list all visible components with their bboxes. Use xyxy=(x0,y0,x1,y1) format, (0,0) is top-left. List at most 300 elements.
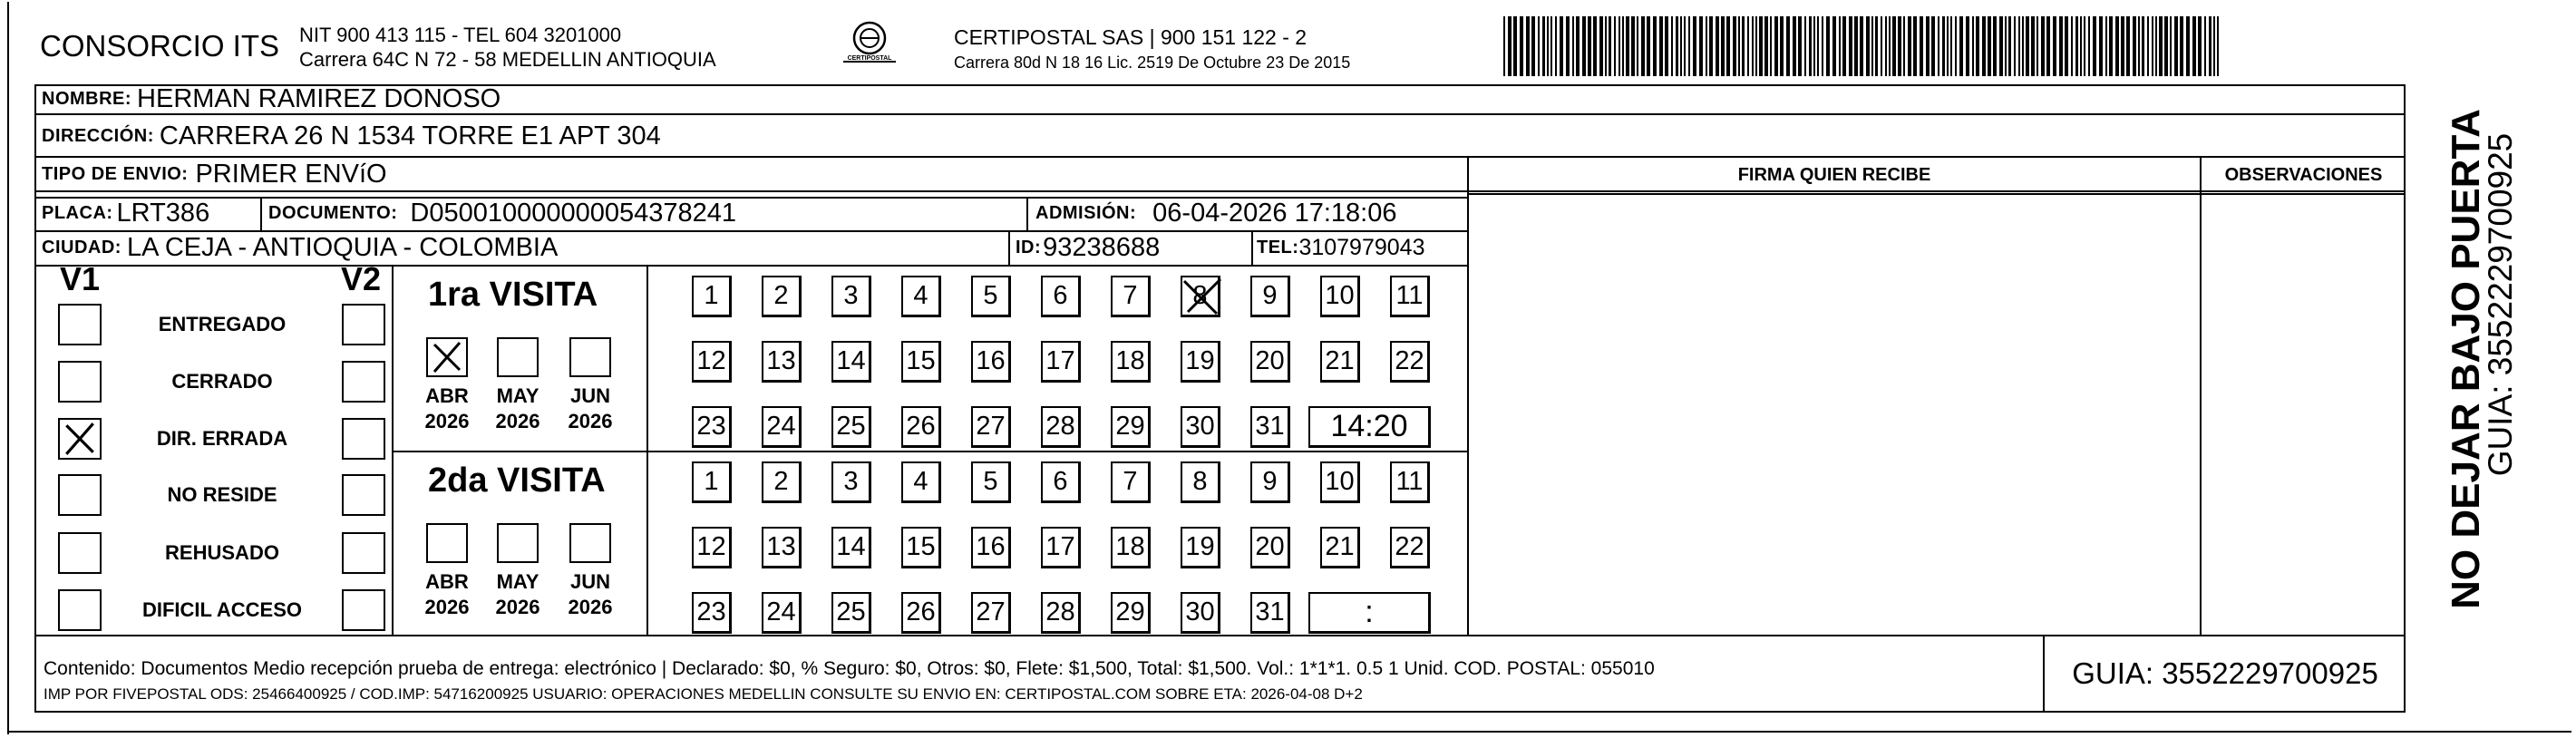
day-number: 7 xyxy=(1123,281,1138,310)
day-9-box[interactable] xyxy=(1250,461,1290,503)
day-18-box[interactable] xyxy=(1111,341,1151,383)
barcode-bar xyxy=(1764,16,1768,76)
barcode-bar xyxy=(1972,16,1974,76)
barcode-bar xyxy=(1875,16,1878,76)
barcode-bar xyxy=(1631,16,1635,76)
visit-1-month-checkbox[interactable] xyxy=(497,337,539,377)
day-7-box[interactable] xyxy=(1111,461,1151,503)
day-number: 23 xyxy=(696,412,726,441)
barcode-bar xyxy=(2005,16,2007,76)
barcode-bar xyxy=(1555,16,1557,76)
barcode-bar xyxy=(2170,16,2172,76)
firma-header: FIRMA QUIEN RECIBE xyxy=(1737,165,1931,185)
v2-header: V2 xyxy=(341,260,382,297)
barcode-bar xyxy=(2121,16,2124,76)
barcode-bar xyxy=(1849,16,1852,76)
barcode-bar xyxy=(1508,16,1512,76)
barcode-bar xyxy=(1938,16,1939,76)
barcode-bar xyxy=(1993,16,1997,76)
footer-content: Contenido: Documentos Medio recepción prueba de entrega: electrónico | Declarado: $0, % Seguro: $0, Otros: $0, Flete: $1,500, Total: $1,500. Vol.: 1*1*1. 0.5 1 Unid. COD. POSTAL: 055010 xyxy=(44,658,1655,679)
barcode-bar xyxy=(1988,16,1991,76)
status-label: ENTREGADO xyxy=(158,313,287,335)
barcode-bar xyxy=(1854,16,1858,76)
barcode-bar xyxy=(1550,16,1552,76)
day-number: 1 xyxy=(704,467,719,496)
barcode-bar xyxy=(2105,16,2107,76)
barcode-bar xyxy=(2075,16,2078,76)
day-1-box[interactable] xyxy=(692,461,732,503)
status-v2-checkbox[interactable] xyxy=(342,304,385,345)
barcode-bar xyxy=(1860,16,1863,76)
barcode-bar xyxy=(2014,16,2016,76)
day-number: 22 xyxy=(1395,532,1424,561)
barcode-bar xyxy=(1560,16,1563,76)
barcode-bar xyxy=(1947,16,1949,76)
day-20-box[interactable] xyxy=(1250,527,1290,568)
bottom-edge-line xyxy=(7,731,2571,733)
year-label: 2026 xyxy=(568,410,613,432)
day-9-box[interactable] xyxy=(1250,276,1290,317)
day-number: 27 xyxy=(976,597,1006,626)
barcode-bar xyxy=(1641,16,1645,76)
day-25-box[interactable] xyxy=(831,592,871,634)
ciudad-value: LA CEJA - ANTIOQUIA - COLOMBIA xyxy=(126,232,559,262)
month-label: ABR xyxy=(425,570,469,593)
year-label: 2026 xyxy=(495,410,540,432)
day-number: 21 xyxy=(1325,346,1355,375)
visit-2-month-checkbox[interactable] xyxy=(569,523,611,563)
barcode-bar xyxy=(2204,16,2206,76)
barcode-bar xyxy=(1926,16,1930,76)
status-v1-checkbox[interactable] xyxy=(58,589,102,631)
barcode-bar xyxy=(2159,16,2163,76)
day-cross-mark xyxy=(1181,276,1222,317)
day-number: 28 xyxy=(1045,597,1075,626)
barcode-bar xyxy=(2036,16,2038,76)
company-nit: NIT 900 413 115 - TEL 604 3201000 xyxy=(299,24,622,46)
year-label: 2026 xyxy=(424,410,470,432)
barcode-bar xyxy=(1665,16,1668,76)
barcode-bar xyxy=(1721,16,1725,76)
barcode-bar xyxy=(2046,16,2050,76)
direccion-value: CARRERA 26 N 1534 TORRE E1 APT 304 xyxy=(159,121,661,151)
day-number: 6 xyxy=(1053,281,1068,310)
barcode-bar xyxy=(1542,16,1545,76)
visit-2-month-checkbox[interactable] xyxy=(497,523,539,563)
day-23-box[interactable] xyxy=(692,406,732,448)
barcode-bar xyxy=(1793,16,1796,76)
year-label: 2026 xyxy=(424,596,470,618)
tel-label: TEL: xyxy=(1257,237,1299,257)
day-18-box[interactable] xyxy=(1111,527,1151,568)
day-number: 4 xyxy=(913,467,928,496)
day-8-box[interactable] xyxy=(1181,276,1220,317)
day-15-box[interactable] xyxy=(901,527,941,568)
documento-value: D050010000000054378241 xyxy=(410,199,737,228)
placa-value: LRT386 xyxy=(116,199,210,228)
barcode-bar xyxy=(1680,16,1682,76)
barcode-bar xyxy=(1593,16,1597,76)
day-28-box[interactable] xyxy=(1041,592,1081,634)
barcode-bar xyxy=(1999,16,2003,76)
tel-cell xyxy=(1257,230,1424,265)
barcode-bar xyxy=(1780,16,1784,76)
barcode-bar xyxy=(1839,16,1841,76)
barcode-bar xyxy=(1513,16,1517,76)
day-number: 29 xyxy=(1115,597,1145,626)
day-number: 8 xyxy=(1192,467,1208,496)
barcode-bar xyxy=(1774,16,1778,76)
barcode-bar xyxy=(1822,16,1823,76)
barcode-bar xyxy=(1786,16,1790,76)
day-30-box[interactable] xyxy=(1181,406,1220,448)
side-warning: NO DEJAR BAJO PUERTA xyxy=(2444,109,2488,609)
status-v1-checkbox[interactable] xyxy=(58,361,102,403)
day-10-box[interactable] xyxy=(1320,276,1360,317)
barcode-bar xyxy=(1659,16,1663,76)
day-16-box[interactable] xyxy=(971,341,1011,383)
day-31-box[interactable] xyxy=(1250,406,1290,448)
nombre-row xyxy=(42,84,501,113)
barcode-bar xyxy=(1733,16,1736,76)
barcode-bar xyxy=(1693,16,1696,76)
barcode-bar xyxy=(1742,16,1745,76)
barcode-bar xyxy=(2041,16,2045,76)
barcode-bar xyxy=(2022,16,2024,76)
visit-1-month-checkbox[interactable] xyxy=(426,337,468,377)
day-5-box[interactable] xyxy=(971,461,1011,503)
day-22-box[interactable] xyxy=(1390,341,1430,383)
day-4-box[interactable] xyxy=(901,276,941,317)
day-27-box[interactable] xyxy=(971,406,1011,448)
visit-2-time-box[interactable]: : xyxy=(1308,592,1431,634)
day-number: 23 xyxy=(696,597,726,626)
day-10-box[interactable] xyxy=(1320,461,1360,503)
day-4-box[interactable] xyxy=(901,461,941,503)
day-number: 9 xyxy=(1262,281,1278,310)
ciudad-label: CIUDAD: xyxy=(42,237,122,257)
day-number: 12 xyxy=(696,346,726,375)
barcode-bar xyxy=(1889,16,1891,76)
barcode-bar xyxy=(1903,16,1905,76)
day-29-box[interactable] xyxy=(1111,406,1151,448)
barcode-bar xyxy=(2008,16,2011,76)
day-11-box[interactable] xyxy=(1390,276,1430,317)
day-number: 15 xyxy=(906,532,936,561)
barcode-bar xyxy=(1881,16,1882,76)
signature-col-line xyxy=(1467,156,1469,635)
day-2-box[interactable] xyxy=(762,276,802,317)
barcode-bar xyxy=(1959,16,1963,76)
day-number: 3 xyxy=(843,281,859,310)
day-3-box[interactable] xyxy=(831,276,871,317)
barcode-bar xyxy=(1676,16,1678,76)
company-address: Carrera 64C N 72 - 58 MEDELLIN ANTIOQUIA xyxy=(299,48,716,71)
tel-divider xyxy=(1251,230,1253,265)
day-22-box[interactable] xyxy=(1390,527,1430,568)
barcode-bar xyxy=(1706,16,1707,76)
status-v2-checkbox[interactable] xyxy=(342,474,385,516)
status-v2-checkbox[interactable] xyxy=(342,418,385,460)
day-11-box[interactable] xyxy=(1390,461,1430,503)
barcode-bar xyxy=(1614,16,1616,76)
tipo-value: PRIMER ENVíO xyxy=(195,159,387,189)
status-v2-checkbox[interactable] xyxy=(342,361,385,403)
status-v1-checkbox[interactable] xyxy=(58,418,102,460)
barcode-bar xyxy=(1605,16,1607,76)
day-number: 9 xyxy=(1262,467,1278,496)
month-label: MAY xyxy=(496,384,540,407)
day-27-box[interactable] xyxy=(971,592,1011,634)
day-16-box[interactable] xyxy=(971,527,1011,568)
day-number: 6 xyxy=(1053,467,1068,496)
day-number: 16 xyxy=(976,346,1006,375)
day-21-box[interactable] xyxy=(1320,341,1360,383)
observaciones-header: OBSERVACIONES xyxy=(2224,165,2383,185)
v1-header: V1 xyxy=(60,260,101,297)
day-number: 27 xyxy=(976,412,1006,441)
day-number: 21 xyxy=(1325,532,1355,561)
day-number: 10 xyxy=(1325,281,1355,310)
day-13-box[interactable] xyxy=(762,527,802,568)
status-v1-checkbox[interactable] xyxy=(58,304,102,345)
day-1-box[interactable] xyxy=(692,276,732,317)
barcode-bar xyxy=(1622,16,1624,76)
id-label: ID: xyxy=(1016,237,1042,257)
barcode-bar xyxy=(1955,16,1957,76)
placa-cell xyxy=(42,197,209,230)
visit-1-time-box[interactable]: 14:20 xyxy=(1308,406,1431,448)
day-number: 26 xyxy=(906,597,936,626)
day-24-box[interactable] xyxy=(762,406,802,448)
barcode-bar xyxy=(2099,16,2103,76)
barcode-icon xyxy=(1503,16,2229,76)
day-17-box[interactable] xyxy=(1041,527,1081,568)
day-14-box[interactable] xyxy=(831,527,871,568)
status-v1-checkbox[interactable] xyxy=(58,474,102,516)
day-number: 30 xyxy=(1185,412,1215,441)
barcode-bar xyxy=(1619,16,1620,76)
day-number: 4 xyxy=(913,281,928,310)
day-19-box[interactable] xyxy=(1181,527,1220,568)
barcode-bar xyxy=(2174,16,2178,76)
barcode-bar xyxy=(2217,16,2219,76)
status-label: REHUSADO xyxy=(165,541,279,564)
barcode-bar xyxy=(2080,16,2082,76)
day-15-box[interactable] xyxy=(901,341,941,383)
day-3-box[interactable] xyxy=(831,461,871,503)
visits-divider xyxy=(646,265,648,635)
footer-imp: IMP POR FIVEPOSTAL ODS: 25466400925 / COD.IMP: 54716200925 USUARIO: OPERACIONES MEDELLIN CONSULTE SU ENVIO EN: CERTIPOSTAL.COM SOBRE ETA: 2026-04-08 D+2 xyxy=(44,685,1363,703)
barcode-bar xyxy=(1688,16,1690,76)
day-31-box[interactable] xyxy=(1250,592,1290,634)
barcode-bar xyxy=(1817,16,1819,76)
carrier-address: Carrera 80d N 18 16 Lic. 2519 De Octubre 23 De 2015 xyxy=(954,53,1351,72)
day-13-box[interactable] xyxy=(762,341,802,383)
day-19-box[interactable] xyxy=(1181,341,1220,383)
status-v1-checkbox[interactable] xyxy=(58,532,102,574)
barcode-bar xyxy=(1842,16,1846,76)
day-12-box[interactable] xyxy=(692,527,732,568)
nombre-value: HERMAN RAMIREZ DONOSO xyxy=(137,83,501,113)
day-12-box[interactable] xyxy=(692,341,732,383)
barcode-bar xyxy=(1885,16,1887,76)
barcode-bar xyxy=(1709,16,1713,76)
observations-col-line xyxy=(2200,156,2202,635)
barcode-bar xyxy=(1747,16,1749,76)
barcode-bar xyxy=(1599,16,1603,76)
barcode-bar xyxy=(1531,16,1535,76)
barcode-bar xyxy=(1653,16,1657,76)
tipo-label: TIPO DE ENVIO: xyxy=(42,163,189,184)
status-v2-checkbox[interactable] xyxy=(342,589,385,631)
barcode-bar xyxy=(1976,16,1979,76)
barcode-bar xyxy=(2084,16,2085,76)
barcode-bar xyxy=(2133,16,2136,76)
status-label: DIFICIL ACCESO xyxy=(141,598,302,621)
day-number: 24 xyxy=(766,597,796,626)
barcode-bar xyxy=(2065,16,2068,76)
barcode-bar xyxy=(2180,16,2183,76)
day-number: 17 xyxy=(1045,346,1075,375)
barcode-bar xyxy=(2031,16,2035,76)
status-v2-checkbox[interactable] xyxy=(342,532,385,574)
barcode-bar xyxy=(1920,16,1923,76)
year-label: 2026 xyxy=(568,596,613,618)
barcode-bar xyxy=(2155,16,2157,76)
day-number: 10 xyxy=(1325,467,1355,496)
day-30-box[interactable] xyxy=(1181,592,1220,634)
barcode-bar xyxy=(1588,16,1591,76)
day-number: 20 xyxy=(1255,346,1285,375)
barcode-bar xyxy=(1950,16,1952,76)
day-number: 29 xyxy=(1115,412,1145,441)
day-28-box[interactable] xyxy=(1041,406,1081,448)
status-label: CERRADO xyxy=(171,370,273,393)
barcode-bar xyxy=(1572,16,1574,76)
day-number: 11 xyxy=(1395,281,1424,310)
status-divider xyxy=(392,265,394,635)
visits-split-line xyxy=(392,451,1467,452)
day-number: 5 xyxy=(983,281,998,310)
visit-1-month-checkbox[interactable] xyxy=(569,337,611,377)
day-23-box[interactable] xyxy=(692,592,732,634)
barcode-bar xyxy=(1871,16,1873,76)
day-7-box[interactable] xyxy=(1111,276,1151,317)
day-number: 22 xyxy=(1395,346,1424,375)
barcode-bar xyxy=(1931,16,1935,76)
day-number: 28 xyxy=(1045,412,1075,441)
day-21-box[interactable] xyxy=(1320,527,1360,568)
day-number: 26 xyxy=(906,412,936,441)
barcode-bar xyxy=(1726,16,1730,76)
day-6-box[interactable] xyxy=(1041,276,1081,317)
visit-title: 1ra VISITA xyxy=(428,276,598,314)
barcode-bar xyxy=(1609,16,1611,76)
barcode-bar xyxy=(2109,16,2113,76)
admision-label: ADMISIÓN: xyxy=(1035,203,1137,223)
placa-divider xyxy=(260,197,262,230)
company-name: CONSORCIO ITS xyxy=(40,29,280,63)
nombre-label: NOMBRE: xyxy=(42,88,132,109)
side-guia: GUIA: 3552229700925 xyxy=(2482,132,2519,477)
barcode-bar xyxy=(2198,16,2202,76)
day-number: 24 xyxy=(766,412,796,441)
day-number: 18 xyxy=(1115,532,1145,561)
day-number: 12 xyxy=(696,532,726,561)
day-29-box[interactable] xyxy=(1111,592,1151,634)
day-24-box[interactable] xyxy=(762,592,802,634)
barcode-bar xyxy=(1982,16,1986,76)
day-6-box[interactable] xyxy=(1041,461,1081,503)
visit-title: 2da VISITA xyxy=(428,461,606,500)
barcode-bar xyxy=(1809,16,1812,76)
barcode-bar xyxy=(1503,16,1505,76)
barcode-bar xyxy=(2164,16,2168,76)
barcode-bar xyxy=(1759,16,1763,76)
barcode-bar xyxy=(2138,16,2140,76)
day-number: 1 xyxy=(704,281,719,310)
day-26-box[interactable] xyxy=(901,592,941,634)
year-label: 2026 xyxy=(495,596,540,618)
barcode-bar xyxy=(1520,16,1523,76)
barcode-bar xyxy=(2115,16,2119,76)
day-20-box[interactable] xyxy=(1250,341,1290,383)
barcode-bar xyxy=(1826,16,1830,76)
barcode-bar xyxy=(1892,16,1896,76)
month-label: ABR xyxy=(425,384,469,407)
barcode-bar xyxy=(1942,16,1945,76)
barcode-bar xyxy=(2071,16,2073,76)
barcode-bar xyxy=(2147,16,2149,76)
row-line-6 xyxy=(34,265,1469,267)
month-label: JUN xyxy=(569,384,610,407)
certipostal-logo xyxy=(836,20,903,71)
ciudad-cell xyxy=(42,230,558,265)
day-2-box[interactable] xyxy=(762,461,802,503)
month-label: MAY xyxy=(496,570,540,593)
barcode-bar xyxy=(2126,16,2130,76)
barcode-bar xyxy=(2018,16,2020,76)
visit-2-month-checkbox[interactable] xyxy=(426,523,468,563)
signature-header-line xyxy=(1467,193,2406,195)
barcode-bar xyxy=(1898,16,1901,76)
day-number: 13 xyxy=(766,346,796,375)
barcode-bar xyxy=(1538,16,1540,76)
documento-label: DOCUMENTO: xyxy=(268,203,398,223)
day-14-box[interactable] xyxy=(831,341,871,383)
left-edge-line xyxy=(7,2,9,734)
day-17-box[interactable] xyxy=(1041,341,1081,383)
month-label: JUN xyxy=(569,570,610,593)
tel-value: 3107979043 xyxy=(1298,234,1425,260)
barcode-bar xyxy=(2053,16,2056,76)
day-26-box[interactable] xyxy=(901,406,941,448)
day-5-box[interactable] xyxy=(971,276,1011,317)
barcode-bar xyxy=(1866,16,1870,76)
day-25-box[interactable] xyxy=(831,406,871,448)
day-8-box[interactable] xyxy=(1181,461,1220,503)
barcode-bar xyxy=(1752,16,1754,76)
barcode-bar xyxy=(1770,16,1772,76)
day-number: 25 xyxy=(836,597,866,626)
barcode-bar xyxy=(1738,16,1740,76)
id-divider xyxy=(1008,230,1010,265)
day-number: 2 xyxy=(773,281,789,310)
day-number: 17 xyxy=(1045,532,1075,561)
barcode-bar xyxy=(2088,16,2090,76)
id-cell xyxy=(1016,230,1160,265)
